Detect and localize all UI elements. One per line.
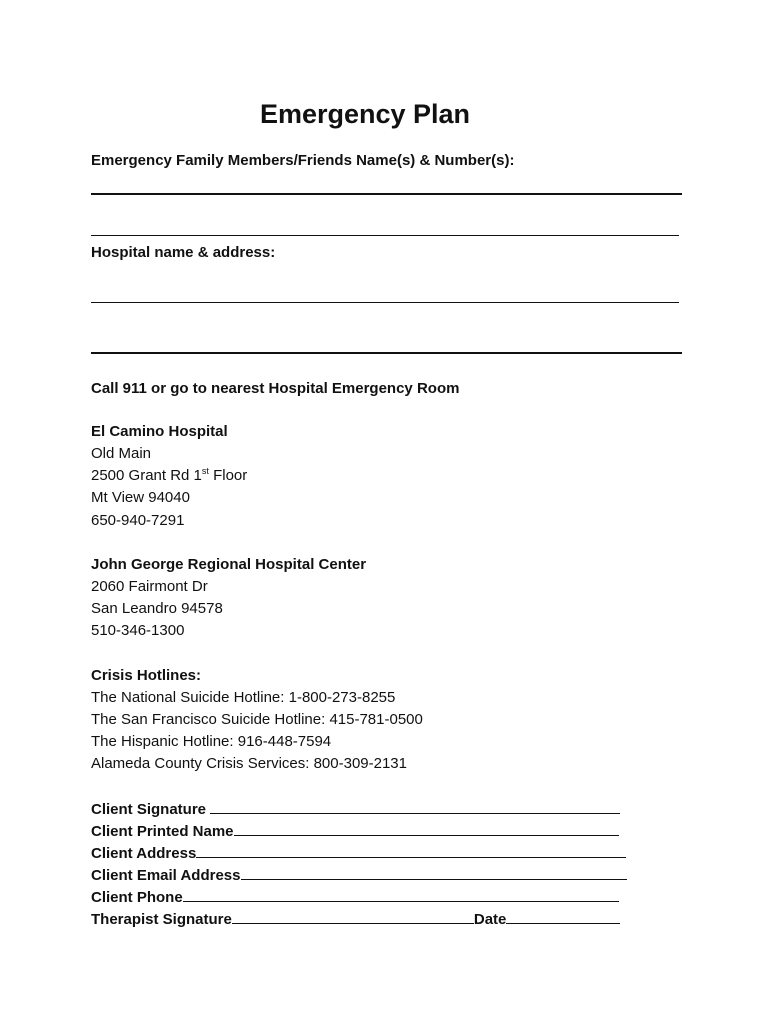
- hospital-1-city: Mt View 94040: [91, 489, 190, 506]
- therapist-signature-field[interactable]: [232, 908, 474, 924]
- therapist-signature-row: [91, 908, 620, 931]
- client-phone-row: [91, 886, 619, 909]
- client-printed-name-row: [91, 820, 619, 843]
- family-members-label: Emergency Family Members/Friends Name(s) & Number(s):: [91, 152, 515, 169]
- hospital-1-street-sup: st: [201, 466, 209, 476]
- hotline-item: The San Francisco Suicide Hotline: 415-781-0500: [91, 711, 423, 728]
- hospital-line-2[interactable]: [91, 352, 682, 354]
- hospital-1-street-suffix: Floor: [208, 467, 248, 484]
- therapist-signature-label: Therapist Signature: [91, 911, 232, 928]
- client-signature-label: Client Signature: [91, 801, 207, 818]
- hospital-1-phone: 650-940-7291: [91, 512, 185, 529]
- client-address-row: [91, 842, 626, 865]
- client-signature-row: [91, 798, 620, 821]
- hospital-2-name: John George Regional Hospital Center: [91, 556, 367, 573]
- client-email-label: Client Email Address: [91, 867, 241, 884]
- family-members-line-2[interactable]: [91, 235, 679, 236]
- hotline-item: The Hispanic Hotline: 916-448-7594: [91, 733, 332, 750]
- client-printed-name-label: Client Printed Name: [91, 823, 234, 840]
- hospital-1-building: Old Main: [91, 445, 152, 462]
- hospital-2-phone: 510-346-1300: [91, 622, 185, 639]
- client-address-label: Client Address: [91, 845, 197, 862]
- hospital-2-city: San Leandro 94578: [91, 600, 223, 617]
- call-911-instruction: Call 911 or go to nearest Hospital Emergency Room: [91, 380, 460, 397]
- hospital-2-street: 2060 Fairmont Dr: [91, 578, 208, 595]
- client-printed-name-field[interactable]: [234, 820, 619, 836]
- client-address-field[interactable]: [196, 842, 626, 858]
- hospital-label: Hospital name & address:: [91, 244, 276, 261]
- date-label: Date: [473, 911, 507, 928]
- hospital-1-street-prefix: 2500 Grant Rd 1: [91, 467, 202, 484]
- hospital-1-street: [91, 465, 247, 487]
- hospital-1-name: El Camino Hospital: [91, 423, 228, 440]
- client-email-row: [91, 864, 627, 887]
- client-email-field[interactable]: [241, 864, 627, 880]
- page-title: Emergency Plan: [259, 99, 471, 129]
- client-signature-field[interactable]: [210, 798, 620, 814]
- hospital-line-1[interactable]: [91, 302, 679, 303]
- crisis-hotlines-heading: Crisis Hotlines:: [91, 667, 202, 684]
- family-members-line-1[interactable]: [91, 193, 682, 195]
- client-phone-field[interactable]: [183, 886, 619, 902]
- date-field[interactable]: [506, 908, 620, 924]
- client-phone-label: Client Phone: [91, 889, 183, 906]
- hotline-item: The National Suicide Hotline: 1-800-273-8255: [91, 689, 396, 706]
- hotline-item: Alameda County Crisis Services: 800-309-2131: [91, 755, 407, 772]
